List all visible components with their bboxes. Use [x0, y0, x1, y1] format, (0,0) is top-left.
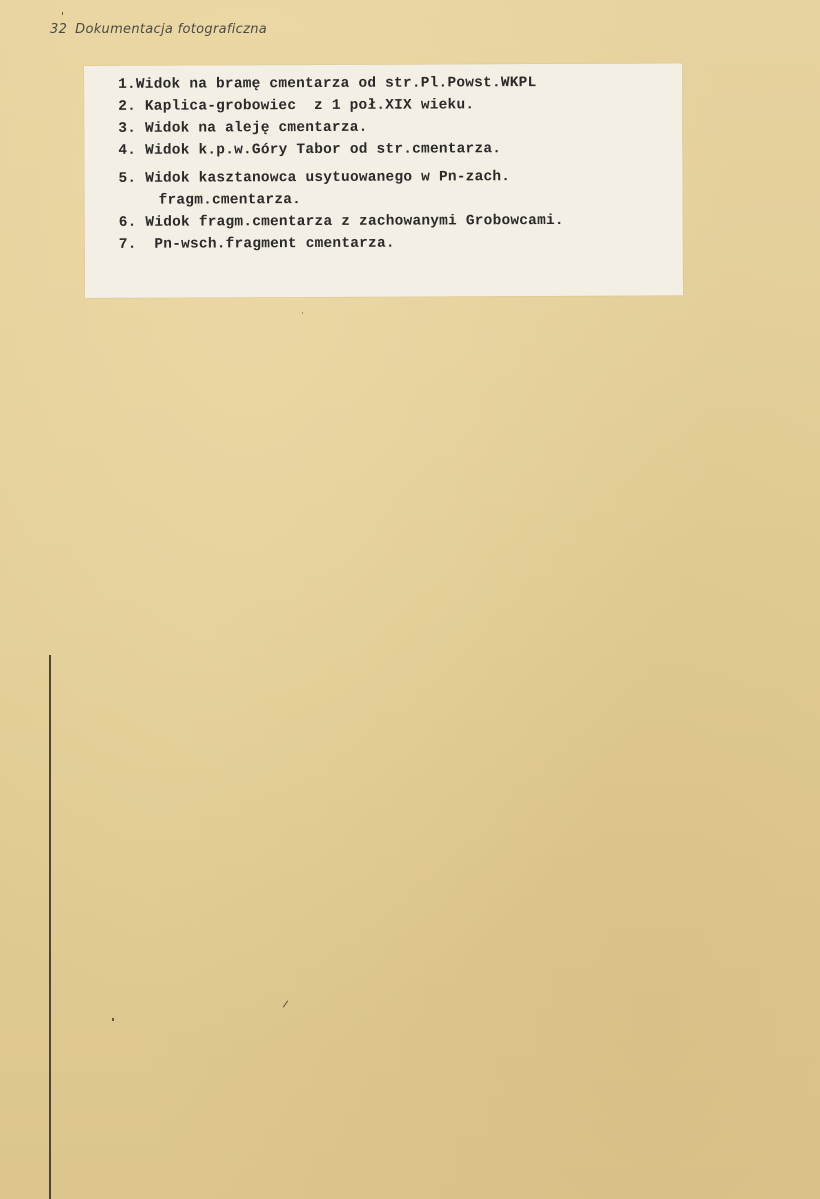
paper-speck [302, 312, 303, 314]
list-item [119, 210, 564, 234]
item-number: 4. [118, 142, 137, 159]
item-text: Widok kasztanowca usytuowanego w Pn-zach. [136, 169, 511, 187]
item-number: 6. [118, 214, 137, 231]
list-item [118, 72, 563, 96]
list-item-continuation: fragm.cmentarza. [158, 192, 302, 209]
list-item [118, 116, 563, 140]
list-item [118, 94, 563, 118]
page-number: 32 [50, 22, 68, 37]
paper-speck [62, 12, 63, 15]
item-number: 1. [118, 76, 136, 93]
list-item [118, 138, 563, 162]
paper-speck [283, 1000, 288, 1007]
item-text: Pn-wsch.fragment cmentarza. [136, 235, 395, 253]
item-text: Widok fragm.cmentarza z zachowanymi Grobowcami. [136, 212, 564, 231]
item-number: 5. [118, 170, 137, 187]
item-text: Kaplica-grobowiec z 1 poł.XIX wieku. [135, 97, 475, 115]
photo-caption-list [118, 72, 564, 256]
item-text: Widok na aleję cmentarza. [136, 119, 368, 137]
section-title: Dokumentacja fotograficzna [75, 22, 268, 37]
item-number: 3. [118, 120, 137, 137]
page-header [50, 22, 267, 37]
item-number: 7. [118, 236, 137, 253]
list-item [119, 232, 564, 256]
item-text: Widok k.p.w.Góry Tabor od str.cmentarza. [136, 141, 502, 159]
item-number: 2. [118, 98, 137, 115]
paper-speck [112, 1018, 114, 1021]
item-text: Widok na bramę cmentarza od str.Pl.Powst.WKPL [135, 75, 537, 93]
left-margin-line [49, 655, 51, 1199]
pasted-caption-label [84, 63, 683, 298]
list-item [118, 166, 563, 190]
